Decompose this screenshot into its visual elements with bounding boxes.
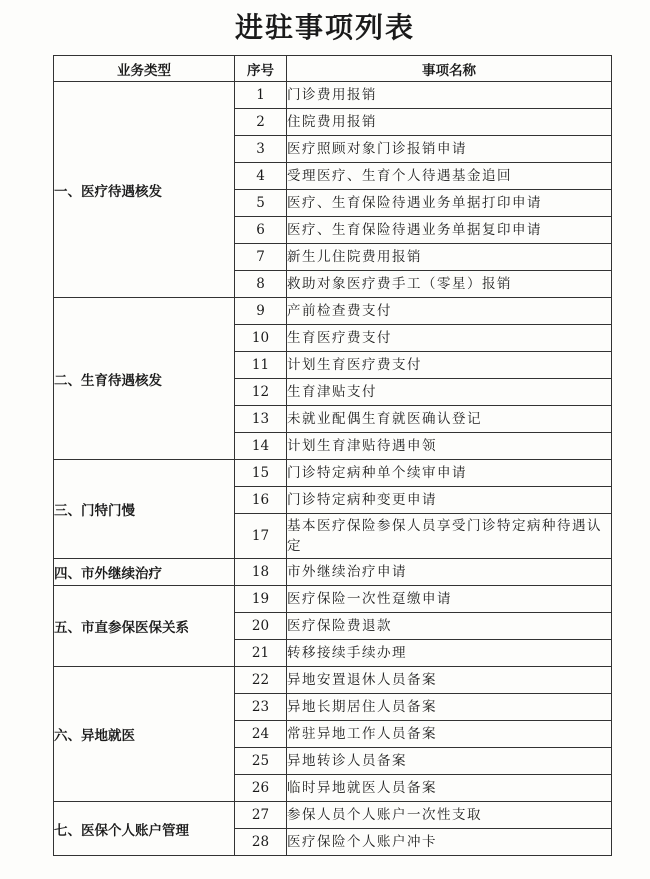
item-number: 7 [235, 244, 287, 271]
item-name: 受理医疗、生育个人待遇基金追回 [287, 163, 612, 190]
item-number: 4 [235, 163, 287, 190]
item-number: 9 [235, 298, 287, 325]
category-cell: 一、医疗待遇核发 [54, 82, 235, 298]
table-row [54, 586, 612, 613]
item-name: 未就业配偶生育就医确认登记 [287, 406, 612, 433]
category-cell: 六、异地就医 [54, 667, 235, 802]
item-number: 3 [235, 136, 287, 163]
category-cell: 二、生育待遇核发 [54, 298, 235, 460]
item-name: 异地安置退休人员备案 [287, 667, 612, 694]
item-name: 医疗照顾对象门诊报销申请 [287, 136, 612, 163]
item-number: 13 [235, 406, 287, 433]
item-number: 28 [235, 829, 287, 856]
item-name: 医疗保险个人账户冲卡 [287, 829, 612, 856]
category-cell: 三、门特门慢 [54, 460, 235, 559]
item-name: 医疗保险费退款 [287, 613, 612, 640]
item-number: 11 [235, 352, 287, 379]
item-number: 1 [235, 82, 287, 109]
item-number: 2 [235, 109, 287, 136]
item-number: 12 [235, 379, 287, 406]
item-name: 参保人员个人账户一次性支取 [287, 802, 612, 829]
item-name: 异地长期居住人员备案 [287, 694, 612, 721]
item-number: 5 [235, 190, 287, 217]
table-row [54, 82, 612, 109]
table-row [54, 802, 612, 829]
item-number: 23 [235, 694, 287, 721]
table-body [54, 82, 612, 856]
item-number: 10 [235, 325, 287, 352]
items-table [53, 55, 612, 856]
item-name: 门诊特定病种单个续审申请 [287, 460, 612, 487]
item-name: 常驻异地工作人员备案 [287, 721, 612, 748]
item-number: 20 [235, 613, 287, 640]
item-number: 16 [235, 487, 287, 514]
item-name: 市外继续治疗申请 [287, 559, 612, 586]
item-name: 计划生育医疗费支付 [287, 352, 612, 379]
category-cell: 七、医保个人账户管理 [54, 802, 235, 856]
item-name: 生育津贴支付 [287, 379, 612, 406]
item-name: 住院费用报销 [287, 109, 612, 136]
item-number: 14 [235, 433, 287, 460]
table-row [54, 460, 612, 487]
item-number: 27 [235, 802, 287, 829]
item-number: 6 [235, 217, 287, 244]
item-name: 门诊特定病种变更申请 [287, 487, 612, 514]
item-number: 15 [235, 460, 287, 487]
item-name: 门诊费用报销 [287, 82, 612, 109]
item-number: 21 [235, 640, 287, 667]
item-name: 基本医疗保险参保人员享受门诊特定病种待遇认定 [287, 514, 612, 559]
item-name: 救助对象医疗费手工（零星）报销 [287, 271, 612, 298]
header-category: 业务类型 [54, 56, 235, 82]
header-row [54, 56, 612, 82]
item-number: 19 [235, 586, 287, 613]
item-name: 新生儿住院费用报销 [287, 244, 612, 271]
item-number: 17 [235, 514, 287, 559]
item-name: 医疗、生育保险待遇业务单据打印申请 [287, 190, 612, 217]
table-row [54, 559, 612, 586]
table-row [54, 667, 612, 694]
item-number: 24 [235, 721, 287, 748]
item-name: 转移接续手续办理 [287, 640, 612, 667]
item-number: 26 [235, 775, 287, 802]
item-name: 异地转诊人员备案 [287, 748, 612, 775]
category-cell: 四、市外继续治疗 [54, 559, 235, 586]
item-number: 25 [235, 748, 287, 775]
item-number: 22 [235, 667, 287, 694]
item-number: 18 [235, 559, 287, 586]
item-number: 8 [235, 271, 287, 298]
category-cell: 五、市直参保医保关系 [54, 586, 235, 667]
item-name: 产前检查费支付 [287, 298, 612, 325]
header-number: 序号 [235, 56, 287, 82]
item-name: 医疗保险一次性趸缴申请 [287, 586, 612, 613]
item-name: 临时异地就医人员备案 [287, 775, 612, 802]
item-name: 医疗、生育保险待遇业务单据复印申请 [287, 217, 612, 244]
item-name: 计划生育津贴待遇申领 [287, 433, 612, 460]
page-title: 进驻事项列表 [234, 11, 415, 44]
table-row [54, 298, 612, 325]
item-name: 生育医疗费支付 [287, 325, 612, 352]
header-name: 事项名称 [287, 56, 612, 82]
